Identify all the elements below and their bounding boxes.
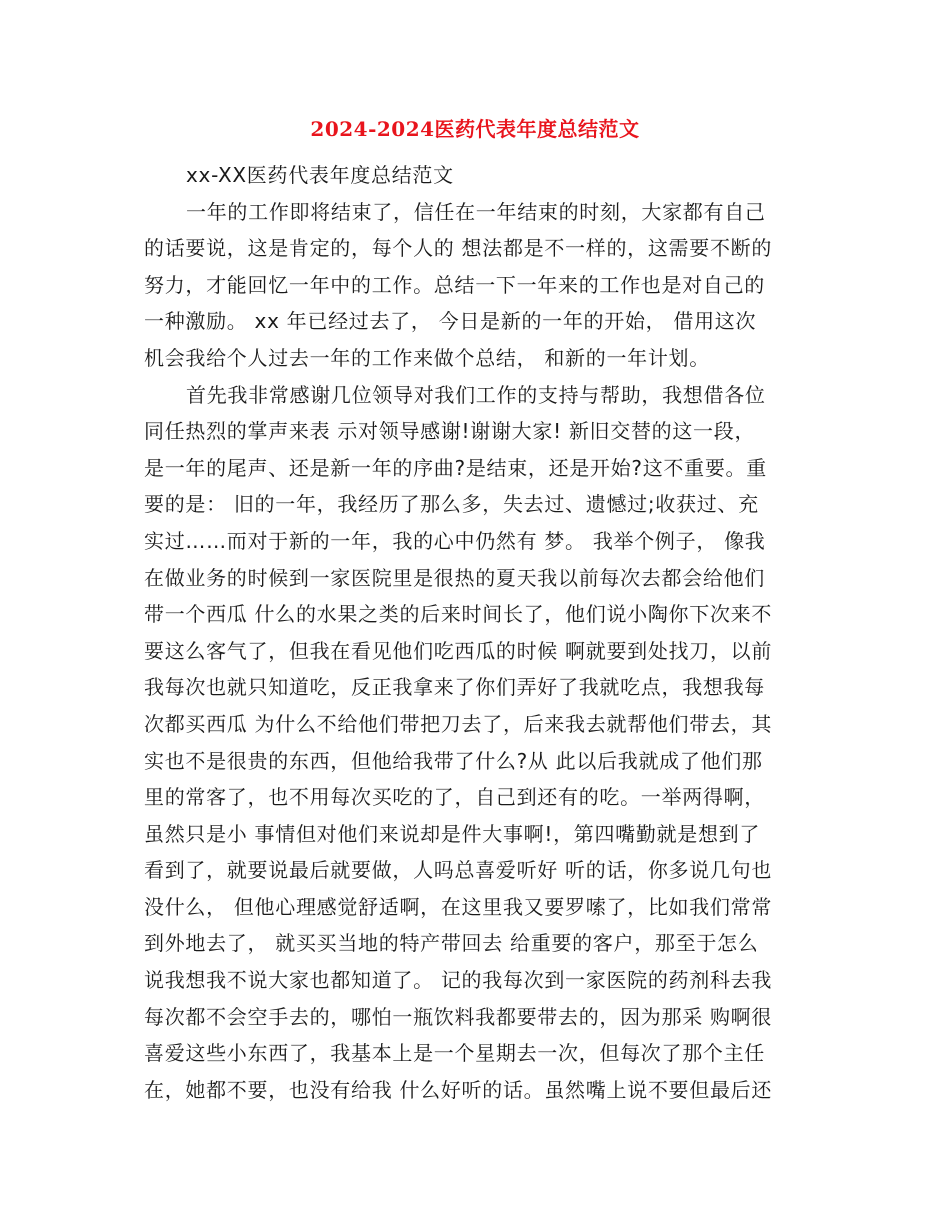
body-line: xx-XX医药代表年度总结范文 xyxy=(186,163,454,187)
body-line: 要这么客气了，但我在看见他们吃西瓜的时候 啊就要到处找刀，以前 xyxy=(144,638,773,663)
body-line: 每次都不会空手去的，哪怕一瓶饮料我都要带去的，因为那采 购啊很 xyxy=(144,1004,773,1029)
body-line: 机会我给个人过去一年的工作来做个总结， 和新的一年计划。 xyxy=(144,345,710,370)
body-line: 实过……而对于新的一年，我的心中仍然有 梦。 我举个例子， 像我 xyxy=(144,528,766,553)
body-line: 是一年的尾声、还是新一年的序曲?是结束，还是开始?这不重要。重 xyxy=(144,455,767,480)
body-line: 我每次也就只知道吃，反正我拿来了你们弄好了我就吃点，我想我每 xyxy=(144,675,765,700)
body-line: 没什么， 但他心理感觉舒适啊，在这里我又要罗嗦了，比如我们常常 xyxy=(144,894,773,919)
body-line: 努力，才能回忆一年中的工作。总结一下一年来的工作也是对自己的 xyxy=(144,272,765,297)
body-line: 在做业务的时候到一家医院里是很热的夏天我以前每次去都会给他们 xyxy=(144,565,765,590)
body-line: 次都买西瓜 为什么不给他们带把刀去了，后来我去就帮他们带去，其 xyxy=(144,711,773,736)
body-line: 同任热烈的掌声来表 示对领导感谢!谢谢大家! 新旧交替的这一段， xyxy=(144,419,756,444)
body-line: 带一个西瓜 什么的水果之类的后来时间长了，他们说小陶你下次来不 xyxy=(144,602,773,627)
body-line: 说我想我不说大家也都知道了。 记的我每次到一家医院的药剂科去我 xyxy=(144,968,773,993)
body-line: 一种激励。 xx 年已经过去了， 今日是新的一年的开始， 借用这次 xyxy=(144,309,757,334)
body-line: 一年的工作即将结束了，信任在一年结束的时刻，大家都有自己 xyxy=(186,199,766,224)
document-title: 2024-2024医药代表年度总结范文 xyxy=(310,117,640,141)
document-body xyxy=(144,157,809,1108)
body-line: 的话要说，这是肯定的，每个人的 想法都是不一样的，这需要不断的 xyxy=(144,236,773,261)
body-line: 首先我非常感谢几位领导对我们工作的支持与帮助，我想借各位 xyxy=(186,382,766,407)
body-line: 到外地去了， 就买买当地的特产带回去 给重要的客户，那至于怎么 xyxy=(144,931,759,956)
body-line: 在，她都不要，也没有给我 什么好听的话。虽然嘴上说不要但最后还 xyxy=(144,1077,773,1102)
body-line: 看到了，就要说最后就要做，人吗总喜爱听好 听的话，你多说几句也 xyxy=(144,858,773,883)
body-line: 喜爱这些小东西了，我基本上是一个星期去一次，但每次了那个主任 xyxy=(144,1041,765,1066)
body-line: 实也不是很贵的东西，但他给我带了什么?从 此以后我就成了他们那 xyxy=(144,748,763,773)
body-line: 里的常客了，也不用每次买吃的了，自己到还有的吃。一举两得啊， xyxy=(144,785,765,810)
body-line: 虽然只是小 事情但对他们来说却是件大事啊!，第四嘴勤就是想到了 xyxy=(144,821,761,846)
body-line: 要的是： 旧的一年，我经历了那么多，失去过、遗憾过;收获过、充 xyxy=(144,492,759,517)
